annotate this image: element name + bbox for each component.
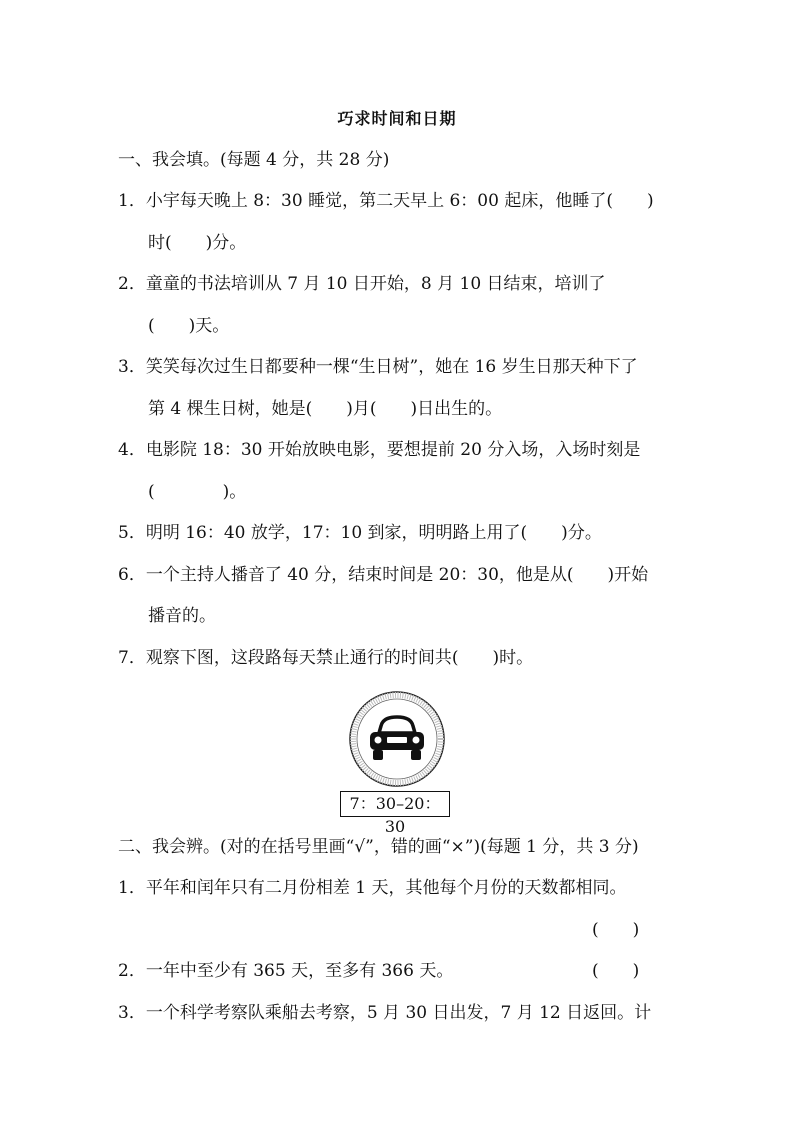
question-3-line1: 3．笑笑每次过生日都要种一棵“生日树”，她在 16 岁生日那天种下了 [118, 357, 638, 377]
question-6-line1: 6．一个主持人播音了 40 分，结束时间是 20：30，他是从( )开始 [118, 565, 649, 585]
question-5: 5．明明 16：40 放学，17：10 到家，明明路上用了( )分。 [118, 523, 602, 543]
question-3-line2: 第 4 棵生日树，她是( )月( )日出生的。 [148, 399, 503, 419]
judge-answer-2: ( ) [592, 961, 640, 981]
question-6-line2: 播音的。 [148, 606, 216, 626]
question-2-line1: 2．童童的书法培训从 7 月 10 日开始，8 月 10 日结束，培训了 [118, 274, 606, 294]
question-4-line1: 4．电影院 18：30 开始放映电影，要想提前 20 分入场，入场时刻是 [118, 440, 641, 460]
question-2-line2: ( )天。 [148, 316, 230, 336]
section2-heading: 二、我会辨。(对的在括号里画“√”，错的画“×”)(每题 1 分，共 3 分) [118, 837, 639, 857]
no-vehicles-sign-icon [348, 690, 446, 788]
sign-time-label: 7：30–20：30 [340, 791, 450, 817]
judge-question-3: 3．一个科学考察队乘船去考察，5 月 30 日出发，7 月 12 日返回。计 [118, 1003, 652, 1023]
judge-question-2: 2．一年中至少有 365 天，至多有 366 天。 [118, 961, 454, 981]
judge-answer-1: ( ) [592, 920, 640, 940]
section1-heading: 一、我会填。(每题 4 分，共 28 分) [118, 150, 390, 170]
question-1-line1: 1．小宇每天晚上 8：30 睡觉，第二天早上 6：00 起床，他睡了( ) [118, 191, 654, 211]
question-4-line2: ( )。 [148, 482, 247, 502]
question-7: 7．观察下图，这段路每天禁止通行的时间共( )时。 [118, 648, 534, 668]
judge-question-1: 1．平年和闰年只有二月份相差 1 天，其他每个月份的天数都相同。 [118, 878, 627, 898]
question-1-line2: 时( )分。 [148, 233, 247, 253]
page-title: 巧求时间和日期 [337, 109, 457, 128]
